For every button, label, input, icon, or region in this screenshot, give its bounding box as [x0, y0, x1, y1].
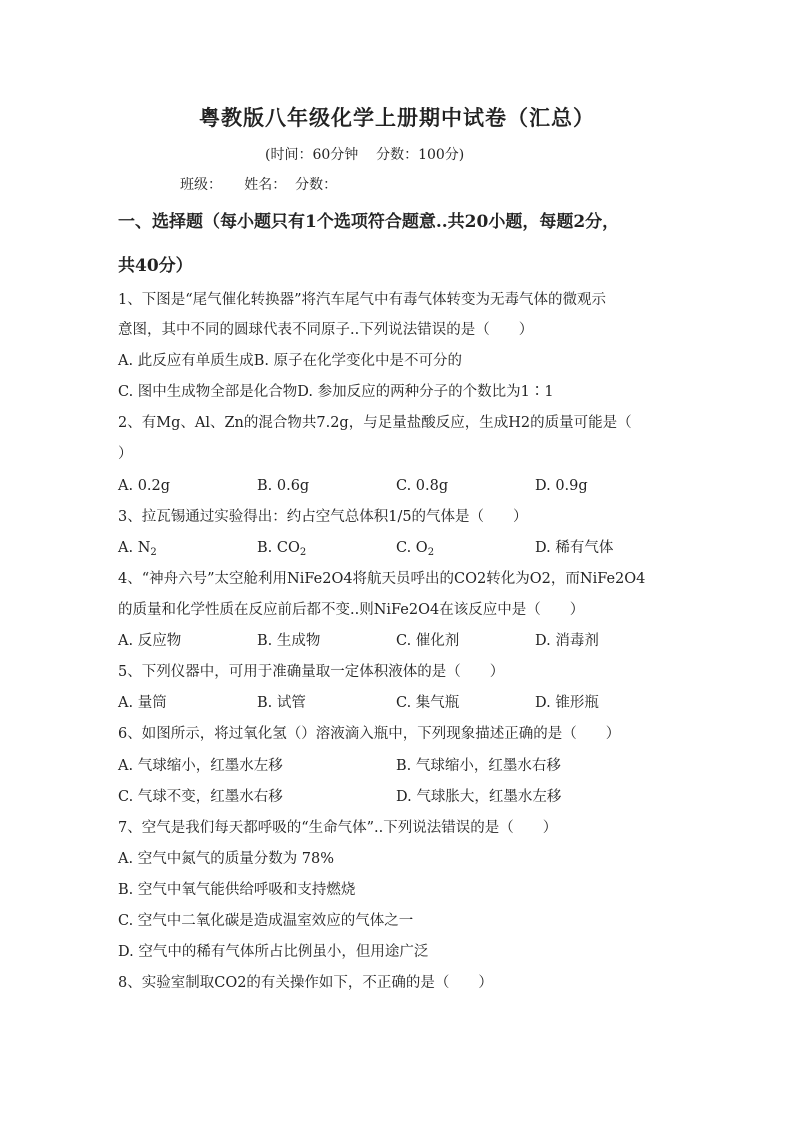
question-6-option-c: C. 气球不变，红墨水右移	[118, 789, 283, 805]
question-5-option-b: B. 试管	[257, 695, 306, 711]
question-6-option-b: B. 气球缩小，红墨水右移	[396, 758, 561, 774]
student-info-line: 班级： 姓名： 分数：	[180, 177, 338, 193]
question-2-option-b: B. 0.6g	[257, 478, 310, 494]
question-3-line1: 3、拉瓦锡通过实验得出：约占空气总体积1/5的气体是（ ）	[118, 509, 528, 525]
question-5-option-d: D. 锥形瓶	[535, 695, 599, 711]
question-2-option-a: A. 0.2g	[118, 478, 171, 494]
question-4-option-d: D. 消毒剂	[535, 633, 599, 649]
question-7-option-a: A. 空气中氮气的质量分数为 78%	[118, 851, 335, 867]
question-4-line1: 4、“神舟六号”太空舱利用NiFe2O4将航天员呼出的CO2转化为O2，而NiFe2O4	[118, 571, 646, 587]
exam-time-score: (时间：60分钟 分数：100分)	[265, 147, 465, 163]
question-3-option-d: D. 稀有气体	[535, 540, 614, 556]
page-title: 粤教版八年级化学上册期中试卷（汇总）	[199, 105, 595, 130]
question-1-line2: 意图，其中不同的圆球代表不同原子..下列说法错误的是（ ）	[118, 322, 534, 338]
question-5-option-c: C. 集气瓶	[396, 695, 460, 711]
section-heading	[118, 200, 678, 288]
question-2-option-c: C. 0.8g	[396, 478, 449, 494]
question-1-options-1: A. 此反应有单质生成B. 原子在化学变化中是不可分的	[118, 353, 463, 369]
question-4-option-c: C. 催化剂	[396, 633, 460, 649]
question-1-options-2: C. 图中生成物全部是化合物D. 参加反应的两种分子的个数比为1∶1	[118, 384, 554, 400]
question-5-line1: 5、下列仪器中，可用于准确量取一定体积液体的是（ ）	[118, 664, 505, 680]
question-3-option-a: A. $N_2$	[118, 540, 157, 558]
question-2-line1: 2、有Mg、Al、Zn的混合物共7.2g，与足量盐酸反应，生成H2的质量可能是（	[118, 415, 632, 431]
question-7-line1: 7、空气是我们每天都呼吸的“生命气体”..下列说法错误的是（ ）	[118, 820, 558, 836]
section-heading-line1: 一、选择题（每小题只有1个选项符合题意..共20小题，每题2分，	[118, 212, 620, 232]
section-heading-line2: 共40分）	[118, 256, 193, 276]
question-5-option-a: A. 量筒	[118, 695, 167, 711]
question-6-line1: 6、如图所示，将过氧化氢（）溶液滴入瓶中，下列现象描述正确的是（ ）	[118, 726, 621, 742]
question-3-option-c: C. $O_2$	[396, 540, 435, 558]
question-7-option-d: D. 空气中的稀有气体所占比例虽小，但用途广泛	[118, 944, 429, 960]
question-6-option-d: D. 气球胀大，红墨水左移	[396, 789, 562, 805]
question-2-line2: ）	[118, 446, 133, 462]
question-4-option-a: A. 反应物	[118, 633, 182, 649]
question-2-option-d: D. 0.9g	[535, 478, 588, 494]
question-4-line2: 的质量和化学性质在反应前后都不变..则NiFe2O4在该反应中是（ ）	[118, 602, 585, 618]
question-4-option-b: B. 生成物	[257, 633, 321, 649]
question-1-line1: 1、下图是“尾气催化转换器”将汽车尾气中有毒气体转变为无毒气体的微观示	[118, 292, 607, 308]
question-3-option-b: B. $CO_2$	[257, 540, 307, 558]
question-7-option-b: B. 空气中氧气能供给呼吸和支持燃烧	[118, 882, 356, 898]
question-6-option-a: A. 气球缩小，红墨水左移	[118, 758, 283, 774]
question-8-line1: 8、实验室制取CO2的有关操作如下，不正确的是（ ）	[118, 975, 493, 991]
question-7-option-c: C. 空气中二氧化碳是造成温室效应的气体之一	[118, 913, 414, 929]
